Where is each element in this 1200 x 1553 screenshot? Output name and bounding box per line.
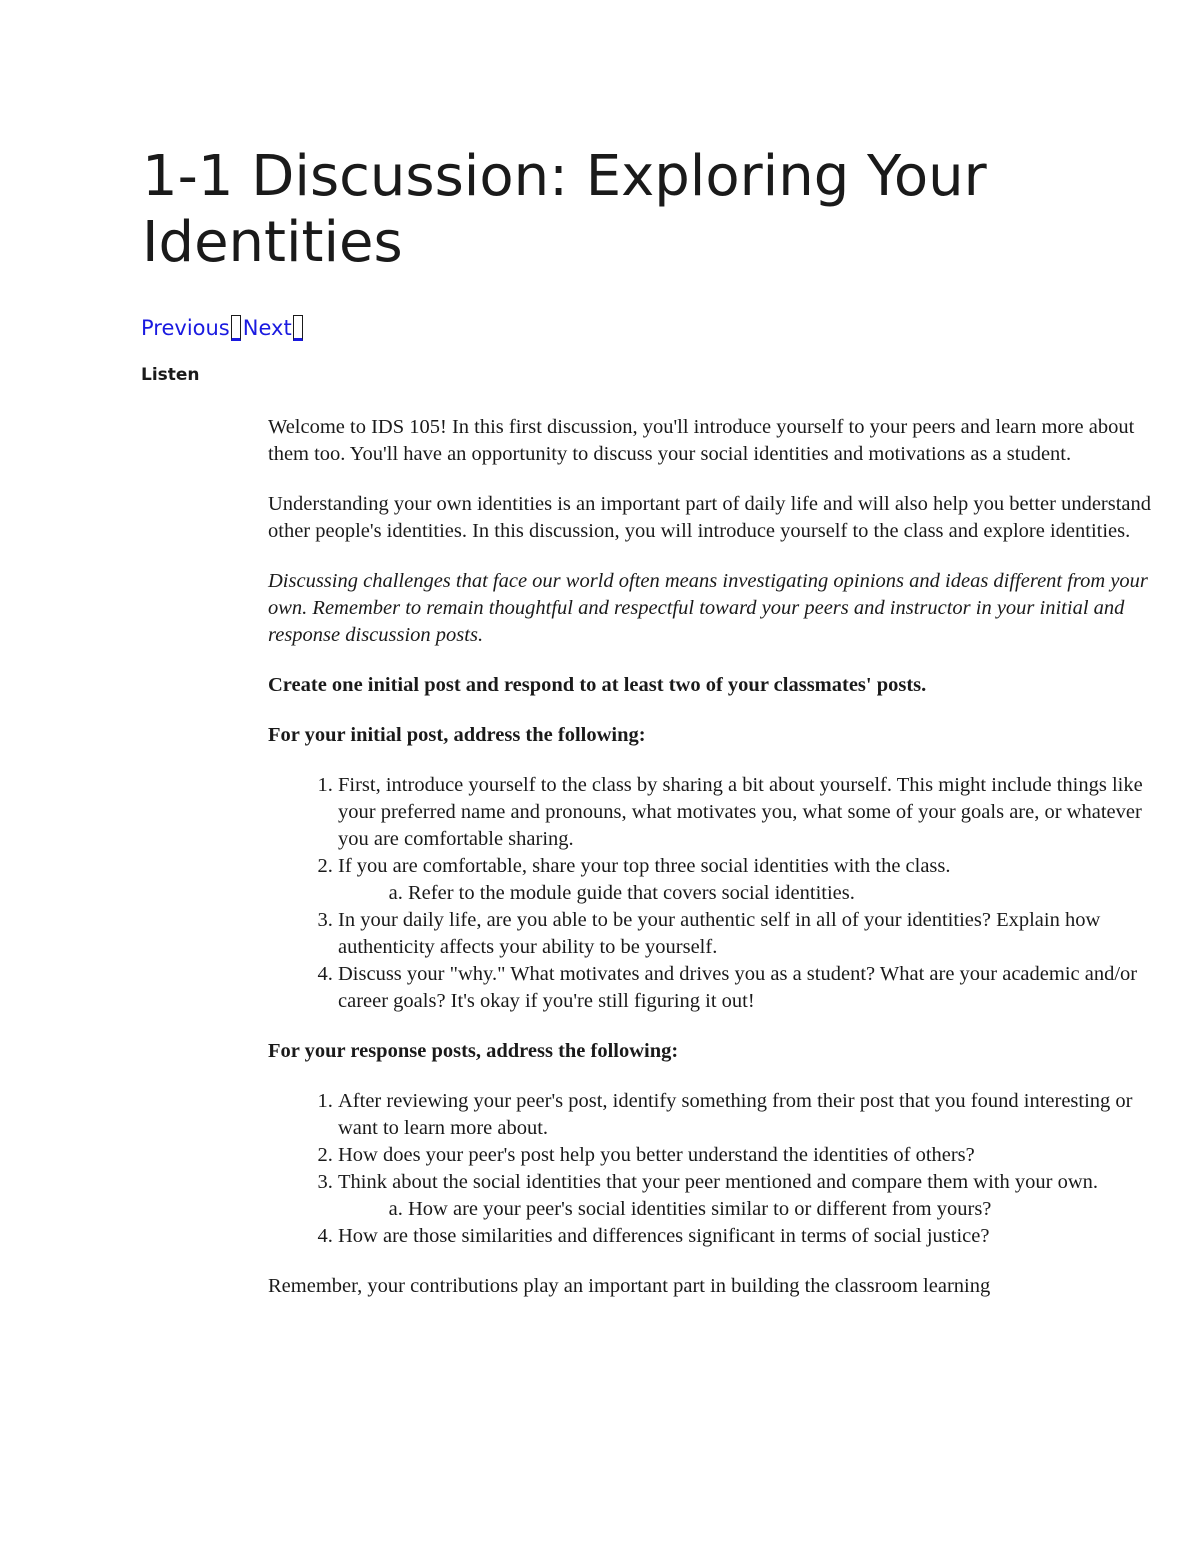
response-posts-heading: For your response posts, address the following: [268,1040,679,1062]
next-link-icon [293,315,303,341]
list-item: 1. First, introduce yourself to the class by sharing a bit about yourself. This might include things like your preferred name and pronouns, what motivates you, what some of your goals are, or whatever you are comfortable sharing. [338,772,1173,853]
instruction-paragraph: Create one initial post and respond to at least two of your classmates' posts. [268,674,927,696]
list-item: 1. After reviewing your peer's post, identify something from their post that you found interesting or want to learn more about. [338,1088,1173,1142]
page-navigation [141,312,305,344]
list-item: 3. Think about the social identities that your peer mentioned and compare them with your own. a. How are your peer's social identities similar to or different from yours? [338,1169,1173,1223]
list-item: 4. Discuss your "why." What motivates and drives you as a student? What are your academic and/or career goals? It's okay if you're still figuring it out! [338,961,1173,1015]
closing-paragraph: Remember, your contributions play an important part in building the classroom learning [268,1275,991,1297]
sub-list-item: a. Refer to the module guide that covers social identities. [408,880,1173,907]
previous-link[interactable]: Previous [141,316,230,340]
welcome-paragraph: Welcome to IDS 105! In this first discussion, you'll introduce yourself to your peers and learn more about them too. You'll have an opportunity to discuss your social identities and motivations as a student. [268,416,1135,465]
response-post-list [268,1088,1173,1250]
initial-post-list [268,772,1173,1015]
reminder-paragraph: Discussing challenges that face our world often means investigating opinions and ideas different from your own. Remember to remain thoughtful and respectful toward your peers and instructor in your initial and response discussion posts. [268,570,1148,646]
list-item: 2. How does your peer's post help you better understand the identities of others? [338,1142,1173,1169]
list-item: 2. If you are comfortable, share your top three social identities with the class. a. Refer to the module guide that covers social identities. [338,853,1173,907]
sub-list [338,1196,1173,1223]
initial-post-heading: For your initial post, address the following: [268,724,646,746]
sub-list-item: a. How are your peer's social identities similar to or different from yours? [408,1196,1173,1223]
understanding-paragraph: Understanding your own identities is an important part of daily life and will also help you better understand other people's identities. In this discussion, you will introduce yourself to the class and explore identities. [268,493,1152,542]
list-item: 4. How are those similarities and differences significant in terms of social justice? [338,1223,1173,1250]
page-title: 1-1 Discussion: Exploring Your Identities [142,144,987,275]
list-item: 3. In your daily life, are you able to be your authentic self in all of your identities? Explain how authenticity affects your ability to be yourself. [338,907,1173,961]
listen-button[interactable]: Listen [141,365,200,385]
sub-list [338,880,1173,907]
previous-link-icon [231,315,241,341]
discussion-body [268,414,1173,1300]
next-link[interactable]: Next [242,316,292,340]
